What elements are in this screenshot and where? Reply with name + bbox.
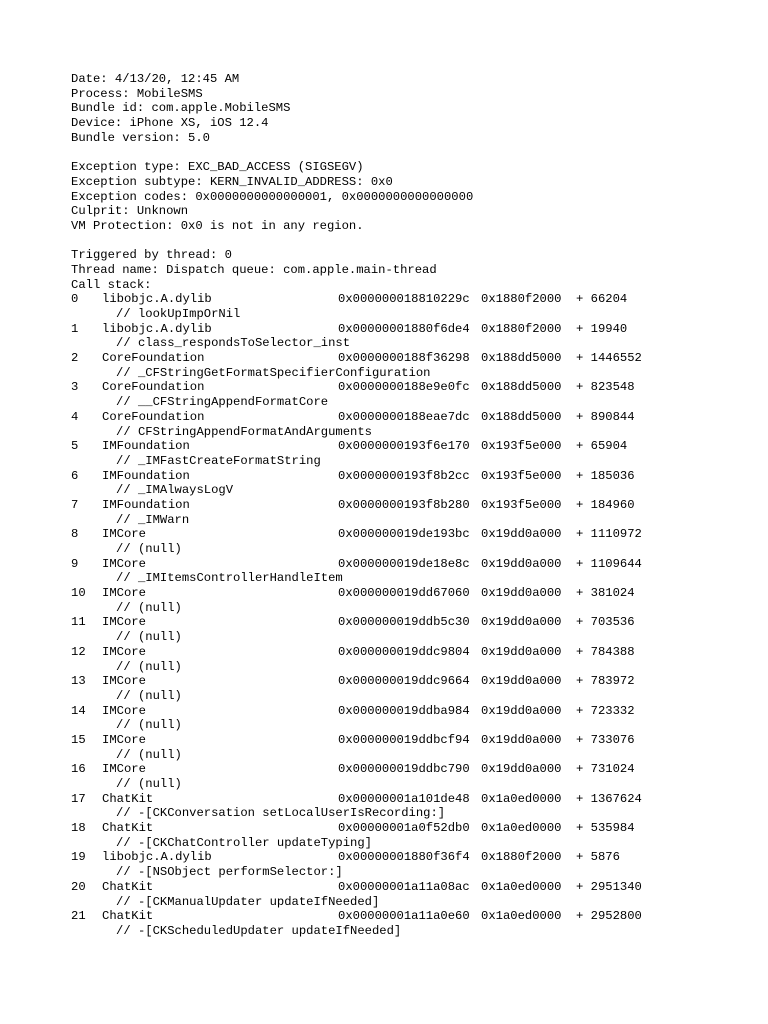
frame-base-address: 0x19dd0a000: [481, 527, 562, 542]
frame-address: 0x00000001880f36f4: [338, 850, 470, 865]
thread-name-line: Thread name: Dispatch queue: com.apple.main-thread: [71, 262, 437, 277]
frame-index: 19: [71, 850, 86, 865]
frame-symbol: // -[CKConversation setLocalUserIsRecording:]: [116, 806, 446, 821]
stack-frame-header: [71, 850, 761, 865]
stack-frame-header: [71, 880, 761, 895]
frame-index: 12: [71, 644, 86, 659]
frame-symbol: // -[NSObject performSelector:]: [116, 865, 343, 880]
frame-offset: + 185036: [576, 468, 635, 483]
stack-frame: [71, 469, 761, 498]
frame-library: IMCore: [102, 644, 146, 659]
exception-type-line: Exception type: EXC_BAD_ACCESS (SIGSEGV): [71, 160, 364, 175]
frame-symbol: // __CFStringAppendFormatCore: [116, 395, 329, 410]
stack-frame: [71, 351, 761, 380]
frame-library: IMFoundation: [102, 468, 190, 483]
frame-base-address: 0x1a0ed0000: [481, 909, 562, 924]
frame-base-address: 0x19dd0a000: [481, 674, 562, 689]
frame-offset: + 381024: [576, 586, 635, 601]
frame-base-address: 0x193f5e000: [481, 439, 562, 454]
frame-library: IMCore: [102, 703, 146, 718]
stack-frame-header: [71, 439, 761, 454]
frame-address: 0x0000000193f8b280: [338, 497, 470, 512]
frame-address: 0x0000000188f36298: [338, 351, 470, 366]
frame-address: 0x00000001a11a0e60: [338, 909, 470, 924]
stack-frame-header: [71, 498, 761, 513]
frame-base-address: 0x193f5e000: [481, 497, 562, 512]
frame-offset: + 65904: [576, 439, 628, 454]
frame-offset: + 731024: [576, 762, 635, 777]
stack-frame-header: [71, 527, 761, 542]
stack-frame: [71, 674, 761, 703]
frame-library: IMCore: [102, 527, 146, 542]
frame-base-address: 0x19dd0a000: [481, 615, 562, 630]
frame-base-address: 0x19dd0a000: [481, 703, 562, 718]
frame-library: IMCore: [102, 556, 146, 571]
frame-index: 7: [71, 497, 79, 512]
stack-frame-header: [71, 410, 761, 425]
frame-library: IMCore: [102, 615, 146, 630]
frame-symbol: // (null): [116, 688, 182, 703]
frame-base-address: 0x188dd5000: [481, 409, 562, 424]
frame-offset: + 1446552: [576, 351, 642, 366]
frame-address: 0x0000000193f8b2cc: [338, 468, 470, 483]
frame-index: 18: [71, 821, 86, 836]
stack-frame-header: [71, 351, 761, 366]
frame-base-address: 0x1a0ed0000: [481, 879, 562, 894]
stack-frame: [71, 439, 761, 468]
frame-offset: + 2951340: [576, 879, 642, 894]
frame-symbol: // _IMWarn: [116, 512, 190, 527]
frame-index: 1: [71, 321, 79, 336]
culprit-line: Culprit: Unknown: [71, 204, 189, 219]
frame-index: 11: [71, 615, 86, 630]
stack-frame: [71, 380, 761, 409]
stack-frame: [71, 762, 761, 791]
frame-address: 0x0000000188eae7dc: [338, 409, 470, 424]
stack-frame: [71, 704, 761, 733]
frame-offset: + 823548: [576, 380, 635, 395]
frame-index: 6: [71, 468, 79, 483]
frame-index: 0: [71, 292, 79, 307]
frame-library: IMCore: [102, 732, 146, 747]
frame-library: ChatKit: [102, 821, 154, 836]
frame-address: 0x00000001a11a08ac: [338, 879, 470, 894]
frame-base-address: 0x19dd0a000: [481, 556, 562, 571]
frame-symbol: // _IMAlwaysLogV: [116, 483, 234, 498]
frame-index: 8: [71, 527, 79, 542]
frame-offset: + 66204: [576, 292, 628, 307]
frame-library: IMCore: [102, 674, 146, 689]
frame-library: CoreFoundation: [102, 380, 205, 395]
spacer: [71, 234, 761, 249]
process-line: Process: MobileSMS: [71, 86, 203, 101]
stack-frame: [71, 586, 761, 615]
stack-frame-header: [71, 322, 761, 337]
stack-frame-header: [71, 645, 761, 660]
frame-base-address: 0x19dd0a000: [481, 586, 562, 601]
frame-symbol: // -[CKScheduledUpdater updateIfNeeded]: [116, 923, 402, 938]
frame-index: 16: [71, 762, 86, 777]
stack-frame: [71, 733, 761, 762]
frame-library: libobjc.A.dylib: [102, 292, 212, 307]
frame-base-address: 0x1a0ed0000: [481, 821, 562, 836]
stack-frame: [71, 410, 761, 439]
frame-library: IMFoundation: [102, 497, 190, 512]
frame-symbol: // _CFStringGetFormatSpecifierConfiguration: [116, 365, 431, 380]
frame-base-address: 0x193f5e000: [481, 468, 562, 483]
frame-address: 0x00000001a0f52db0: [338, 821, 470, 836]
frame-address: 0x000000019ddbc790: [338, 762, 470, 777]
frame-index: 4: [71, 409, 79, 424]
frame-offset: + 783972: [576, 674, 635, 689]
stack-frame: [71, 498, 761, 527]
call-stack-heading: Call stack:: [71, 277, 152, 292]
frame-base-address: 0x19dd0a000: [481, 762, 562, 777]
frame-symbol: // _IMItemsControllerHandleItem: [116, 571, 343, 586]
frame-index: 17: [71, 791, 86, 806]
frame-base-address: 0x19dd0a000: [481, 644, 562, 659]
frame-index: 14: [71, 703, 86, 718]
frame-address: 0x00000001a101de48: [338, 791, 470, 806]
frame-base-address: 0x188dd5000: [481, 351, 562, 366]
frame-symbol: // (null): [116, 600, 182, 615]
frame-base-address: 0x188dd5000: [481, 380, 562, 395]
frame-address: 0x000000019dd67060: [338, 586, 470, 601]
frame-symbol: // (null): [116, 747, 182, 762]
stack-frame: [71, 821, 761, 850]
triggered-thread-line: Triggered by thread: 0: [71, 248, 232, 263]
stack-frame-header: [71, 821, 761, 836]
frame-address: 0x000000019ddc9804: [338, 644, 470, 659]
frame-address: 0x000000019de193bc: [338, 527, 470, 542]
frame-base-address: 0x1880f2000: [481, 292, 562, 307]
frame-index: 13: [71, 674, 86, 689]
frame-address: 0x000000019ddb5c30: [338, 615, 470, 630]
exception-codes-line: Exception codes: 0x0000000000000001, 0x0000000000000000: [71, 189, 474, 204]
stack-frame-header: [71, 380, 761, 395]
stack-frame: [71, 557, 761, 586]
frame-address: 0x00000001880f6de4: [338, 321, 470, 336]
frame-library: libobjc.A.dylib: [102, 850, 212, 865]
frame-library: ChatKit: [102, 879, 154, 894]
frame-address: 0x0000000188e9e0fc: [338, 380, 470, 395]
frame-symbol: // CFStringAppendFormatAndArguments: [116, 424, 372, 439]
exception-subtype-line: Exception subtype: KERN_INVALID_ADDRESS: 0x0: [71, 174, 393, 189]
stack-frame-header: [71, 733, 761, 748]
frame-library: ChatKit: [102, 791, 154, 806]
frame-index: 5: [71, 439, 79, 454]
frame-library: libobjc.A.dylib: [102, 321, 212, 336]
frame-index: 10: [71, 586, 86, 601]
frame-library: CoreFoundation: [102, 351, 205, 366]
spacer: [71, 145, 761, 160]
frame-address: 0x000000019ddbcf94: [338, 732, 470, 747]
frame-offset: + 784388: [576, 644, 635, 659]
bundle-version-line: Bundle version: 5.0: [71, 130, 210, 145]
stack-frame: [71, 527, 761, 556]
stack-frame: [71, 909, 761, 938]
stack-frame: [71, 850, 761, 879]
frame-symbol: // -[CKChatController updateTyping]: [116, 835, 372, 850]
frame-offset: + 703536: [576, 615, 635, 630]
frame-index: 3: [71, 380, 79, 395]
frame-base-address: 0x19dd0a000: [481, 732, 562, 747]
frame-index: 15: [71, 732, 86, 747]
frame-index: 2: [71, 351, 79, 366]
frame-symbol: // (null): [116, 659, 182, 674]
frame-address: 0x000000019de18e8c: [338, 556, 470, 571]
report-header: [71, 72, 761, 145]
frame-base-address: 0x1a0ed0000: [481, 791, 562, 806]
frame-offset: + 1367624: [576, 791, 642, 806]
frame-library: ChatKit: [102, 909, 154, 924]
frame-offset: + 184960: [576, 497, 635, 512]
vm-protection-line: VM Protection: 0x0 is not in any region.: [71, 218, 364, 233]
frame-library: IMFoundation: [102, 439, 190, 454]
frame-offset: + 535984: [576, 821, 635, 836]
stack-frame: [71, 880, 761, 909]
frame-library: IMCore: [102, 762, 146, 777]
frame-offset: + 1110972: [576, 527, 642, 542]
frame-library: CoreFoundation: [102, 409, 205, 424]
frame-index: 9: [71, 556, 79, 571]
stack-frame-header: [71, 615, 761, 630]
stack-frame-header: [71, 586, 761, 601]
frame-index: 21: [71, 909, 86, 924]
frame-offset: + 733076: [576, 732, 635, 747]
stack-frame-header: [71, 792, 761, 807]
stack-frame-header: [71, 469, 761, 484]
crash-report: [71, 72, 761, 939]
frame-address: 0x0000000193f6e170: [338, 439, 470, 454]
frame-address: 0x000000019ddc9664: [338, 674, 470, 689]
frame-symbol: // lookUpImpOrNil: [116, 307, 241, 321]
frame-symbol: // -[CKManualUpdater updateIfNeeded]: [116, 894, 380, 909]
stack-frame-header: [71, 674, 761, 689]
frame-library: IMCore: [102, 586, 146, 601]
frame-base-address: 0x1880f2000: [481, 850, 562, 865]
frame-address: 0x000000019ddba984: [338, 703, 470, 718]
stack-frame: [71, 792, 761, 821]
stack-frame: [71, 322, 761, 351]
stack-frame-header: [71, 762, 761, 777]
frame-symbol: // (null): [116, 542, 182, 556]
frame-symbol: // class_respondsToSelector_inst: [116, 336, 351, 351]
date-line: Date: 4/13/20, 12:45 AM: [71, 72, 240, 86]
frame-symbol: // (null): [116, 630, 182, 645]
call-stack-list: [71, 292, 761, 938]
frame-offset: + 890844: [576, 409, 635, 424]
frame-address: 0x000000018810229c: [338, 292, 470, 307]
stack-frame: [71, 615, 761, 644]
frame-offset: + 2952800: [576, 909, 642, 924]
frame-offset: + 723332: [576, 703, 635, 718]
frame-symbol: // (null): [116, 718, 182, 733]
stack-frame-header: [71, 557, 761, 572]
frame-offset: + 5876: [576, 850, 620, 865]
frame-symbol: // (null): [116, 777, 182, 791]
frame-offset: + 19940: [576, 321, 628, 336]
stack-frame: [71, 292, 761, 321]
stack-frame-header: [71, 704, 761, 719]
bundle-id-line: Bundle id: com.apple.MobileSMS: [71, 101, 291, 116]
frame-base-address: 0x1880f2000: [481, 321, 562, 336]
exception-info: [71, 160, 761, 233]
frame-index: 20: [71, 879, 86, 894]
stack-frame-header: [71, 909, 761, 924]
thread-info: [71, 248, 761, 292]
stack-frame: [71, 645, 761, 674]
stack-frame-header: [71, 292, 761, 307]
frame-symbol: // _IMFastCreateFormatString: [116, 453, 321, 468]
device-line: Device: iPhone XS, iOS 12.4: [71, 116, 269, 131]
frame-offset: + 1109644: [576, 556, 642, 571]
